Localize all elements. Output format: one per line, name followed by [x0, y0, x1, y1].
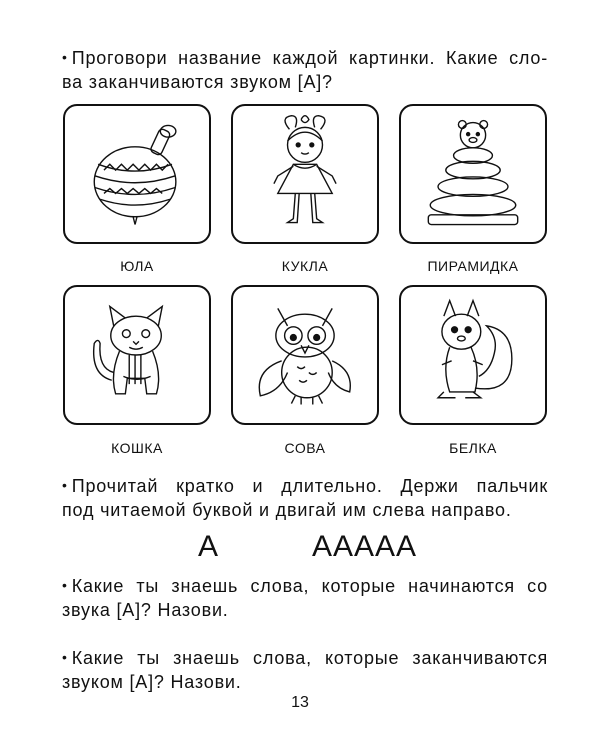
reading-paragraph	[62, 473, 548, 522]
letter-short: А	[198, 530, 220, 563]
picture-label-top: ЮЛА	[120, 258, 154, 274]
doll-icon	[233, 106, 377, 242]
picture-card-owl	[231, 285, 379, 425]
picture-label-pyramid: ПИРАМИДКА	[427, 258, 519, 274]
task2-line-2: звуком [А]? Назови.	[62, 672, 242, 692]
picture-card-cat	[63, 285, 211, 425]
page-number: 13	[291, 694, 309, 711]
bullet: •	[62, 49, 68, 65]
pyramid-toy-icon	[401, 106, 545, 242]
task1-text-1: Какие ты знаешь слова, которые начинаются со	[71, 576, 548, 596]
bullet: •	[62, 577, 68, 593]
picture-card-doll	[231, 104, 379, 244]
spinning-top-icon	[65, 106, 209, 242]
picture-label-owl: СОВА	[284, 440, 326, 456]
reading-line-1	[62, 473, 548, 498]
owl-icon	[233, 287, 377, 423]
task1-paragraph	[62, 573, 548, 622]
task2-paragraph	[62, 645, 548, 694]
intro-line-1	[62, 45, 548, 70]
intro-line-2: ва заканчиваются звуком [А]?	[62, 72, 333, 92]
squirrel-icon	[401, 287, 545, 423]
bullet: •	[62, 649, 68, 665]
task1-line-2: звука [А]? Назови.	[62, 600, 229, 620]
reading-text-1: Прочитай кратко и длительно. Держи пальчик	[71, 476, 548, 496]
picture-card-pyramid	[399, 104, 547, 244]
task2-text-1: Какие ты знаешь слова, которые заканчиваются	[71, 648, 548, 668]
intro-text-1: Проговори название каждой картинки. Какие сло-	[71, 48, 548, 68]
picture-label-doll: КУКЛА	[281, 258, 329, 274]
picture-label-cat: КОШКА	[111, 440, 163, 456]
task2-line-1	[62, 645, 548, 670]
picture-card-squirrel	[399, 285, 547, 425]
task1-line-1	[62, 573, 548, 598]
reading-line-2: под читаемой буквой и двигай им слева направо.	[62, 500, 512, 520]
picture-card-top	[63, 104, 211, 244]
intro-paragraph	[62, 45, 548, 94]
picture-label-squirrel: БЕЛКА	[449, 440, 497, 456]
bullet: •	[62, 477, 68, 493]
cat-icon	[65, 287, 209, 423]
letter-long: ААААА	[312, 530, 418, 563]
